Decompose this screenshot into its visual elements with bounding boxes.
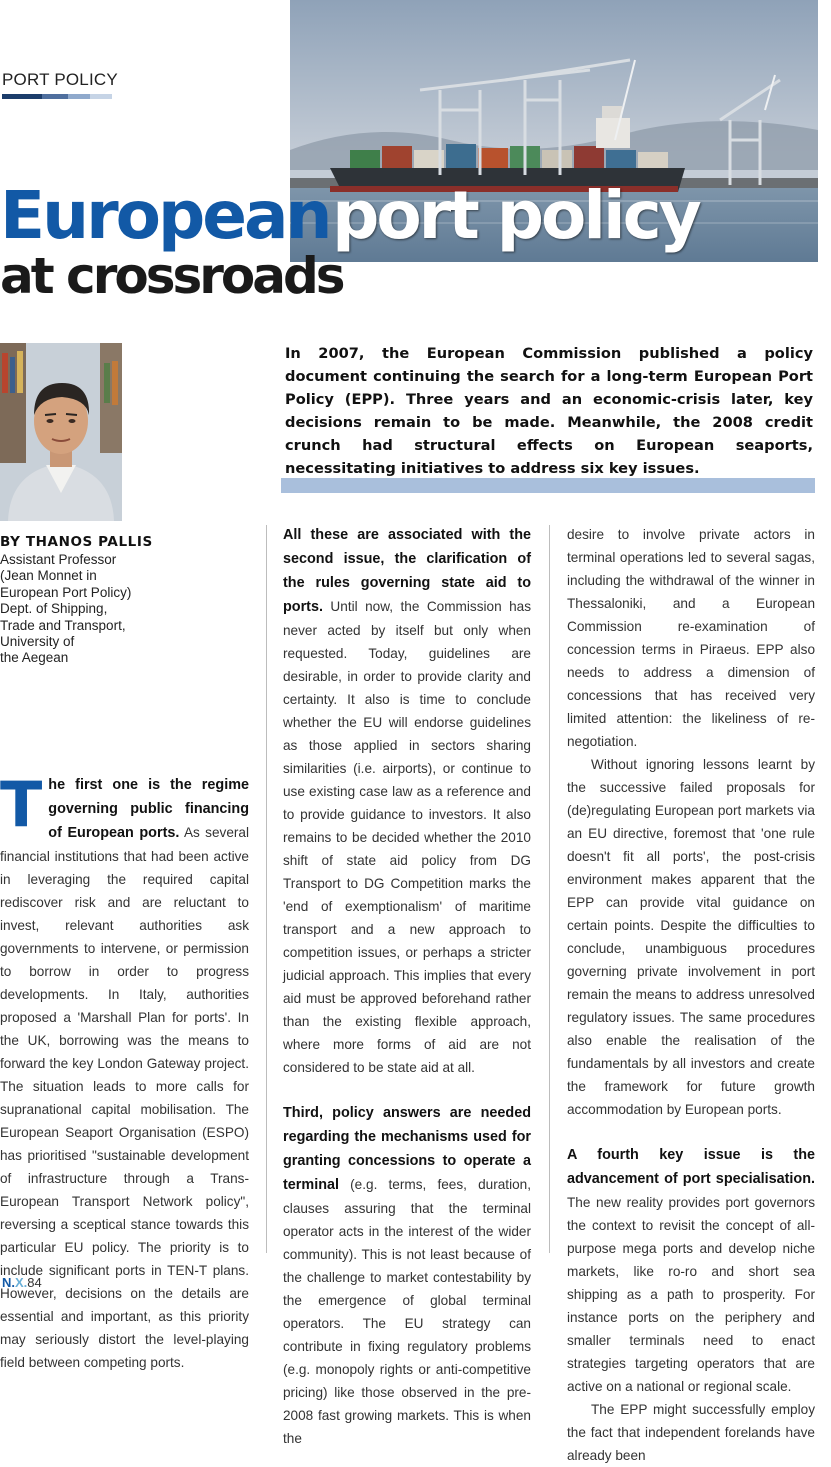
page-footer [2, 1275, 42, 1290]
col2-paragraph-2 [283, 1101, 531, 1450]
section-bar-1 [2, 94, 42, 99]
section-bar-4 [90, 94, 112, 99]
author-portrait-illustration [0, 343, 122, 521]
title-line2: at crossroads [0, 247, 343, 305]
standfirst: In 2007, the European Commission published a policy document continuing the search for a long-term European Port Policy (EPP). Three years and an economic-crisis later, key decisions remain to be made. Meanwhile, the 2008 credit crunch had structural effects on European seaports, necessitating initiatives to address six key issues. [285, 345, 813, 477]
section-bar-2 [42, 94, 68, 99]
col3-paragraph-4: The EPP might successfully employ the fact that independent forelands have already been [567, 1402, 815, 1463]
column-divider-2 [549, 525, 550, 1253]
footer-n: N. [2, 1275, 15, 1290]
title-line1-white: port policy [332, 177, 699, 254]
dropcap: T [0, 768, 43, 841]
author-role: Assistant Professor (Jean Monnet in European Port Policy) Dept. of Shipping, Trade and Transport, University of the Aegean [0, 552, 132, 666]
section-bar-3 [68, 94, 90, 99]
article-title [0, 177, 699, 305]
col2-paragraph-1 [283, 523, 531, 1079]
column-divider-1 [266, 525, 267, 1253]
page-number: 84 [27, 1275, 42, 1290]
section-color-bars [2, 94, 112, 99]
standfirst-rule [281, 478, 815, 493]
col1-text: As several financial institutions that had been active in leveraging the required capital rediscover risk and are reluctant to invest, relevant authorities ask governments to intervene, or permission to borrow in order to progress developments. In Italy, authorities proposed a 'Marshall Plan for ports'. In the UK, borrowing was the means to forward the key London Gateway project. The situation leads to more calls for supranational capital mobilisation. The European Seaport Organisation (ESPO) has prioritised "sustainable development of infrastructure through a Trans-European Transport Network policy", reversing a sceptical stance towards this particular EU policy. The priority is to include significant ports in TEN-T plans. However, decisions on the details are essential and important, as this priority may seriously distort the level-playing field between competing ports. [0, 825, 249, 1370]
byline [0, 534, 170, 667]
title-line1-blue: European [0, 177, 330, 254]
author-portrait [0, 343, 122, 521]
col2-p2-lead: Third, policy answers are needed regarding the mechanisms used for granting concessions to operate a terminal [283, 1105, 531, 1193]
col1-lead: he first one is the regime governing public financing of European ports. [48, 777, 249, 841]
footer-x: X. [15, 1275, 28, 1290]
col3-paragraph-1: desire to involve private actors in terminal operations led to several sagas, including the withdrawal of the winner in Thessaloniki, and a European Commission re-examination of concession terms in Piraeus. EPP also needs to address a dimension of concessions that has received very limited attention: the likeliness of re-negotiation. [567, 527, 815, 749]
section-label: PORT POLICY [2, 70, 118, 89]
col3-p3-lead: A fourth key issue is the advancement of port specialisation. [567, 1147, 815, 1187]
column-2 [283, 523, 531, 1450]
col2-p2-text: (e.g. terms, fees, duration, clauses assuring that the terminal operator acts in the interest of the wider community). This is not least because of the challenge to market contestability by the emergence of global terminal operators. The EU strategy can contribute in fixing regulatory problems (e.g. monopoly rights or anti-competitive pricing) like those observed in the pre-2008 fast growing markets. This is when the [283, 1177, 531, 1446]
column-3 [567, 523, 815, 1467]
col3-paragraph-2: Without ignoring lessons learnt by the successive failed proposals for (de)regulating European port markets via an EU directive, foremost that 'one rule doesn't fit all ports', the post-crisis environment makes apparent that the EPP can provide vital guidance on certain points. Despite the difficulties to conclude, unambiguous procedures governing private involvement in port remain the means to address unresolved regulatory issues. The same procedures also enable the realisation of the fundamentals by all investors and create the framework for future growth accommodation by European ports. [567, 757, 815, 1117]
author-name: BY THANOS PALLIS [0, 534, 153, 550]
col3-paragraph-3 [567, 1143, 815, 1398]
col2-p1-text: Until now, the Commission has never acted by itself but only when requested. Today, guidelines are desirable, in order to provide clarity and certainty. It also is time to conclude whether the EU will endorse guidelines as those applied in sectors sharing similarities (i.e. airports), or continue to use existing case law as a reference and to provide guidance to investors. It also remains to be decided whether the 2010 shift of state aid policy from DG Transport to DG Competition marks the 'end of exemptionalism' of maritime transport and a new approach to competition issues, or perhaps a stricter judicial approach. This implies that every aid must be approved beforehand rather than the existing flexible approach, where more forms of aid are not considered to be state aid at all. [283, 599, 531, 1075]
col2-p1-lead: All these are associated with the second issue, the clarification of the rules governing state aid to ports. [283, 527, 531, 615]
col3-p3-text: The new reality provides port governors the context to revisit the concept of all-purpose mega ports and develop niche markets, like ro-ro and short sea shipping as a path to prosperity. For instance ports on the periphery and smaller terminals need to enact strategies targeting operators that are active on a national or regional scale. [567, 1195, 815, 1394]
